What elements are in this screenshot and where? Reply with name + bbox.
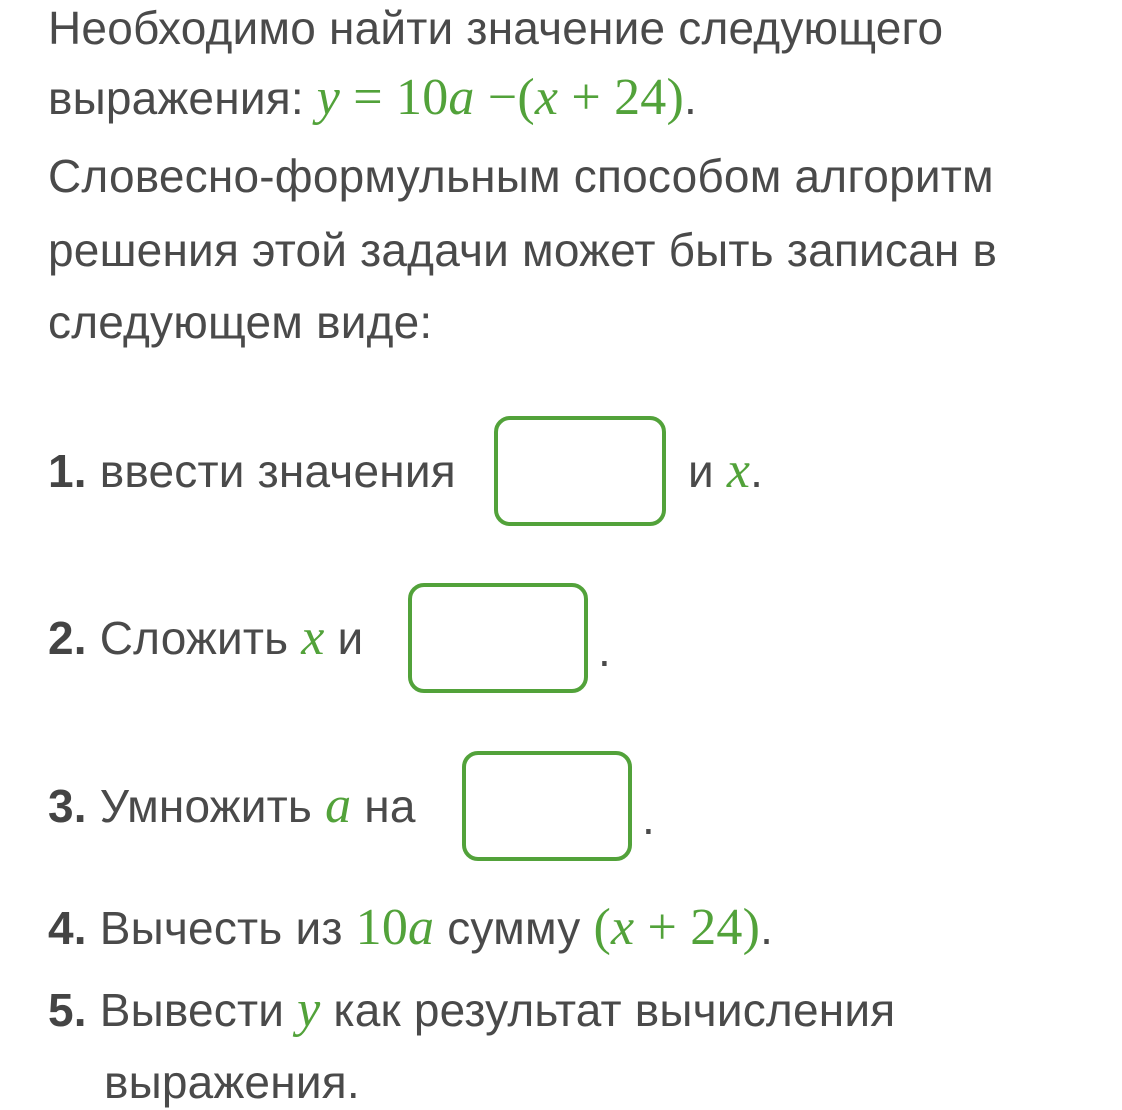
step-3-text: Умножить — [99, 780, 313, 832]
step-3-text-after: на — [364, 780, 416, 832]
step-1-math-x: x — [726, 442, 751, 499]
intro-line-4: решения этой задачи может быть записан в — [48, 224, 998, 276]
step-4-end: . — [760, 902, 774, 954]
intro-line-1: Необходимо найти значение следующего — [48, 2, 944, 54]
step-3-end: . — [642, 792, 655, 844]
step-2-text: Сложить — [99, 612, 289, 664]
step-3-answer-box[interactable] — [462, 751, 632, 861]
step-3-number: 3. — [48, 780, 87, 832]
step-5-line-2: выражения. — [104, 1056, 360, 1108]
step-1-end: . — [750, 445, 764, 497]
step-5-number: 5. — [48, 984, 87, 1036]
intro-line-2 — [48, 70, 697, 126]
step-2 — [48, 610, 363, 666]
step-2-answer-box[interactable] — [408, 583, 588, 693]
intro-line-5: следующем виде: — [48, 296, 433, 348]
step-1-text: ввести значения — [99, 445, 456, 497]
step-2-text-after: и — [337, 612, 364, 664]
step-1-text-after: и — [688, 445, 714, 497]
formula: y = 10a −(x + 24) — [316, 69, 684, 126]
step-1-answer-box[interactable] — [494, 416, 666, 526]
step-4-number: 4. — [48, 902, 87, 954]
step-3-math-a: a — [325, 777, 352, 834]
step-2-number: 2. — [48, 612, 87, 664]
step-3 — [48, 778, 416, 834]
step-1-tail — [688, 443, 763, 499]
step-1-number: 1. — [48, 445, 87, 497]
step-4-math-10a: 10a — [355, 899, 435, 956]
step-2-math-x: x — [301, 609, 325, 666]
step-4 — [48, 900, 773, 956]
step-5-math-y: y — [297, 981, 321, 1038]
step-5 — [48, 982, 895, 1038]
step-1 — [48, 443, 456, 499]
intro-line-2-suffix: . — [684, 72, 697, 124]
intro-line-2-prefix: выражения: — [48, 72, 304, 124]
step-4-text-mid: сумму — [447, 902, 581, 954]
step-5-text: Вывести — [99, 984, 285, 1036]
step-2-end: . — [598, 624, 611, 676]
intro-line-3: Словесно-формульным способом алгоритм — [48, 150, 994, 202]
step-5-text-after: как результат вычисления — [333, 984, 896, 1036]
step-4-math-sum: (x + 24) — [593, 899, 761, 956]
step-4-text: Вычесть из — [99, 902, 343, 954]
